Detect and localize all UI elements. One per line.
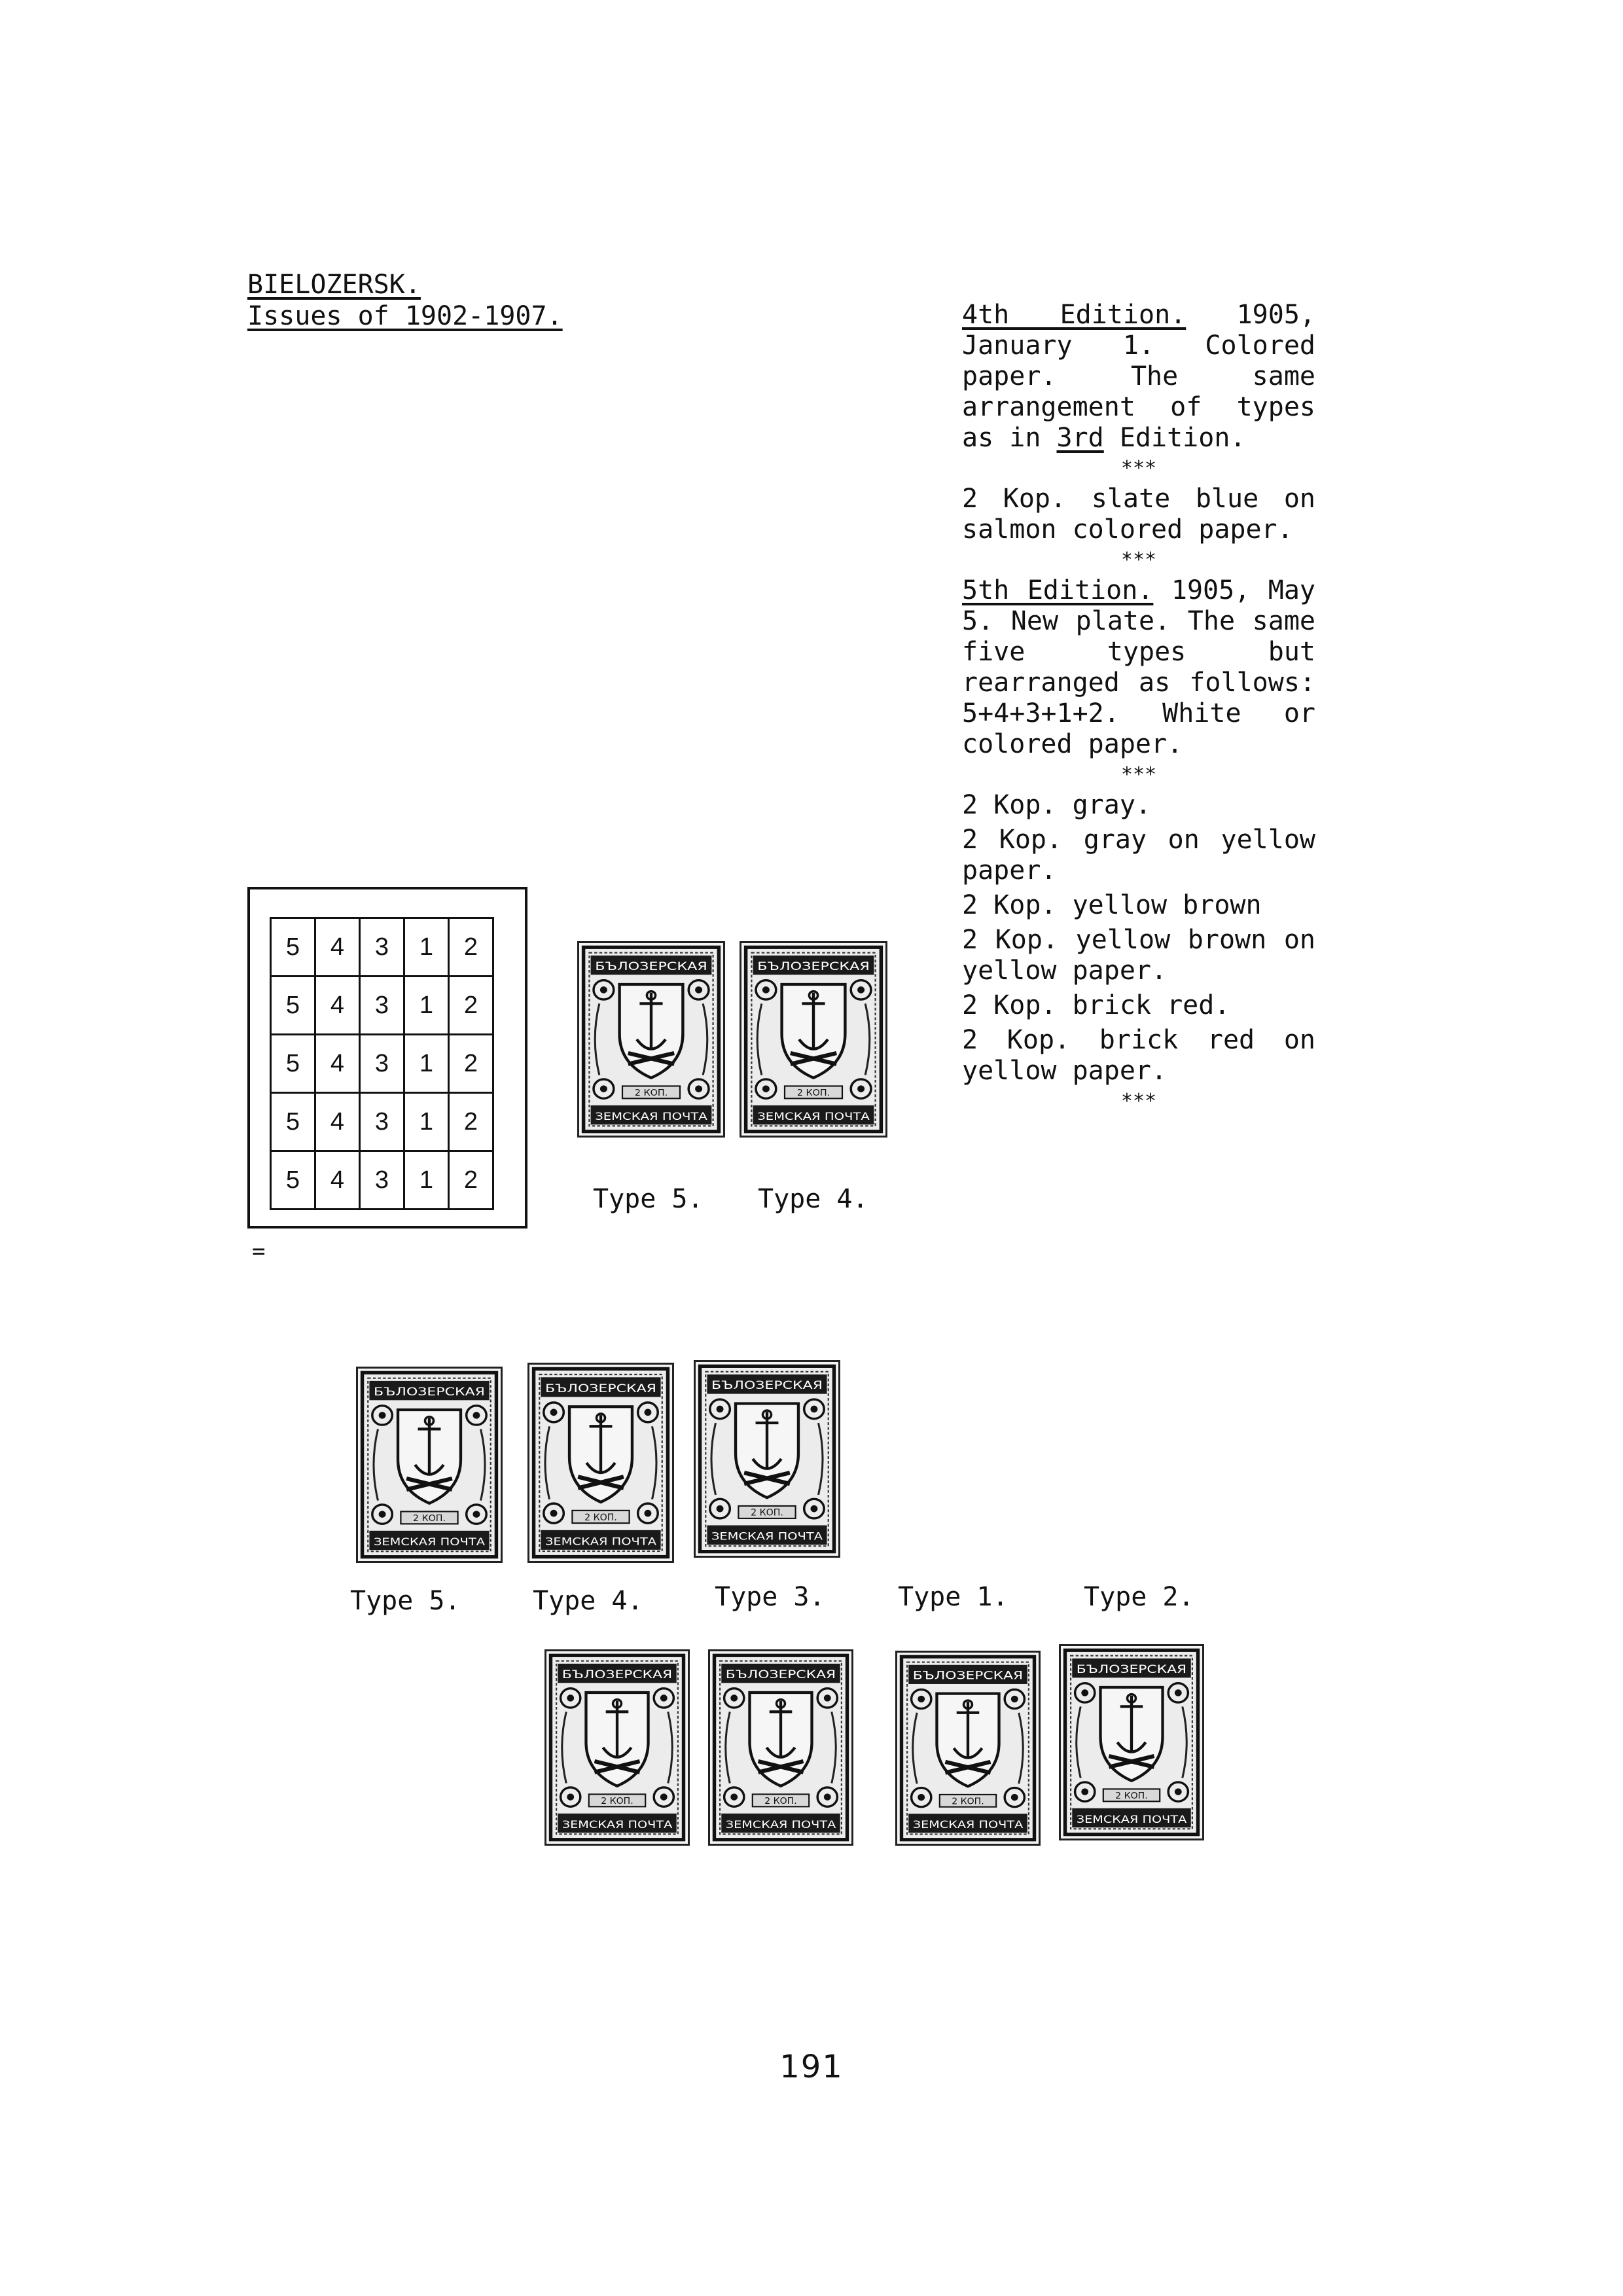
svg-text:2 КОП.: 2 КОП. <box>584 1512 617 1523</box>
svg-text:ЗЕМСКАЯ ПОЧТА: ЗЕМСКАЯ ПОЧТА <box>757 1110 870 1122</box>
svg-text:ЗЕМСКАЯ ПОЧТА: ЗЕМСКАЯ ПОЧТА <box>562 1818 673 1831</box>
svg-text:2 КОП.: 2 КОП. <box>796 1088 830 1099</box>
svg-text:2 КОП.: 2 КОП. <box>1115 1791 1148 1802</box>
grid-cell: 3 <box>360 918 404 977</box>
stamp-image <box>544 1649 690 1846</box>
equals-mark: = <box>252 1238 266 1265</box>
grid-cell: 3 <box>360 1093 404 1151</box>
grid-cell: 2 <box>449 1035 493 1093</box>
section-separator: *** <box>1120 763 1157 786</box>
svg-text:2 КОП.: 2 КОП. <box>952 1796 984 1807</box>
grid-cell: 2 <box>449 1151 493 1210</box>
stamp-image <box>356 1367 503 1563</box>
grid-cell: 1 <box>404 1151 449 1210</box>
stamp-caption: Type 3. <box>715 1582 825 1612</box>
section-separator: *** <box>1120 548 1157 571</box>
list-item: 2 Kop. yellow brown <box>962 890 1262 920</box>
grid-cell: 3 <box>360 1151 404 1210</box>
grid-cell: 5 <box>271 1151 315 1210</box>
page-subtitle: Issues of 1902-1907. <box>247 301 563 331</box>
grid-cell: 5 <box>271 918 315 977</box>
page-number: 191 <box>779 2049 844 2085</box>
table-row <box>271 1035 493 1093</box>
grid-cell: 3 <box>360 977 404 1035</box>
svg-text:ЗЕМСКАЯ ПОЧТА: ЗЕМСКАЯ ПОЧТА <box>725 1818 836 1831</box>
grid-cell: 4 <box>315 918 360 977</box>
stamp-image <box>708 1649 853 1846</box>
grid-cell: 1 <box>404 1035 449 1093</box>
stamp-caption: Type 4. <box>533 1586 643 1616</box>
svg-text:ЗЕМСКАЯ ПОЧТА: ЗЕМСКАЯ ПОЧТА <box>1076 1813 1187 1825</box>
edition-4-paragraph: 4th Edition. 1905, January 1. Colored paper. The same arrangement of types as in 3rd Edition. <box>962 300 1315 453</box>
svg-text:БЪЛОЗЕРСКАЯ: БЪЛОЗЕРСКАЯ <box>595 960 707 973</box>
grid-cell: 4 <box>315 977 360 1035</box>
svg-text:БЪЛОЗЕРСКАЯ: БЪЛОЗЕРСКАЯ <box>711 1379 823 1393</box>
table-row <box>271 1151 493 1210</box>
grid-cell: 5 <box>271 1035 315 1093</box>
plate-arrangement-grid <box>270 917 494 1210</box>
svg-text:2 КОП.: 2 КОП. <box>601 1796 633 1807</box>
list-item: 2 Kop. brick red on yellow paper. <box>962 1025 1315 1086</box>
stamp-image <box>1059 1644 1204 1840</box>
list-item: 2 Kop. yellow brown on yellow paper. <box>962 925 1315 986</box>
page-title: BIELOZERSK. <box>247 270 421 300</box>
svg-text:ЗЕМСКАЯ ПОЧТА: ЗЕМСКАЯ ПОЧТА <box>373 1535 486 1548</box>
svg-text:2 КОП.: 2 КОП. <box>764 1796 797 1807</box>
list-item: 2 Kop. gray on yellow paper. <box>962 825 1315 886</box>
stamp-image <box>895 1651 1041 1846</box>
table-row <box>271 977 493 1035</box>
edition-4-item: 2 Kop. slate blue on salmon colored paper. <box>962 484 1315 545</box>
svg-text:2 КОП.: 2 КОП. <box>751 1507 783 1518</box>
svg-text:ЗЕМСКАЯ ПОЧТА: ЗЕМСКАЯ ПОЧТА <box>544 1535 657 1548</box>
edition-4-label: 4th Edition. <box>962 300 1186 330</box>
stamp-image <box>527 1363 674 1563</box>
stamp-caption: Type 2. <box>1084 1582 1194 1612</box>
grid-cell: 4 <box>315 1035 360 1093</box>
stamp-image <box>577 941 725 1138</box>
section-separator: *** <box>1120 457 1157 480</box>
svg-text:БЪЛОЗЕРСКАЯ: БЪЛОЗЕРСКАЯ <box>562 1668 673 1681</box>
edition-5-items <box>962 790 1315 1086</box>
grid-cell: 2 <box>449 1093 493 1151</box>
edition-notes <box>962 300 1315 1117</box>
svg-text:БЪЛОЗЕРСКАЯ: БЪЛОЗЕРСКАЯ <box>757 960 870 973</box>
stamp-caption: Type 4. <box>758 1184 868 1214</box>
svg-text:2 КОП.: 2 КОП. <box>413 1513 446 1524</box>
stamp-caption: Type 5. <box>593 1184 704 1214</box>
svg-text:БЪЛОЗЕРСКАЯ: БЪЛОЗЕРСКАЯ <box>373 1386 486 1399</box>
section-separator: *** <box>1120 1090 1157 1113</box>
stamp-caption: Type 5. <box>350 1586 461 1616</box>
grid-cell: 3 <box>360 1035 404 1093</box>
svg-text:БЪЛОЗЕРСКАЯ: БЪЛОЗЕРСКАЯ <box>725 1668 836 1681</box>
table-row <box>271 1093 493 1151</box>
list-item: 2 Kop. brick red. <box>962 990 1230 1020</box>
grid-cell: 5 <box>271 977 315 1035</box>
svg-text:БЪЛОЗЕРСКАЯ: БЪЛОЗЕРСКАЯ <box>912 1669 1024 1683</box>
edition-5-paragraph: 5th Edition. 1905, May 5. New plate. The same five types but rearranged as follows: 5+4+3+1+2. White or colored paper. <box>962 575 1316 759</box>
svg-text:ЗЕМСКАЯ ПОЧТА: ЗЕМСКАЯ ПОЧТА <box>711 1530 823 1543</box>
grid-cell: 2 <box>449 977 493 1035</box>
grid-cell: 5 <box>271 1093 315 1151</box>
svg-text:ЗЕМСКАЯ ПОЧТА: ЗЕМСКАЯ ПОЧТА <box>912 1818 1024 1831</box>
grid-cell: 4 <box>315 1151 360 1210</box>
grid-cell: 1 <box>404 977 449 1035</box>
stamp-image <box>694 1360 840 1558</box>
svg-text:2 КОП.: 2 КОП. <box>634 1088 668 1099</box>
svg-text:БЪЛОЗЕРСКАЯ: БЪЛОЗЕРСКАЯ <box>1076 1663 1187 1676</box>
stamp-image <box>740 941 887 1138</box>
plate-arrangement-box <box>247 887 527 1229</box>
stamp-caption: Type 1. <box>898 1582 1008 1612</box>
grid-cell: 1 <box>404 918 449 977</box>
table-row <box>271 918 493 977</box>
svg-text:БЪЛОЗЕРСКАЯ: БЪЛОЗЕРСКАЯ <box>544 1382 657 1395</box>
list-item: 2 Kop. gray. <box>962 790 1151 820</box>
edition-5-label: 5th Edition. <box>962 575 1154 605</box>
grid-cell: 1 <box>404 1093 449 1151</box>
grid-cell: 2 <box>449 918 493 977</box>
grid-cell: 4 <box>315 1093 360 1151</box>
svg-text:ЗЕМСКАЯ ПОЧТА: ЗЕМСКАЯ ПОЧТА <box>595 1110 707 1122</box>
